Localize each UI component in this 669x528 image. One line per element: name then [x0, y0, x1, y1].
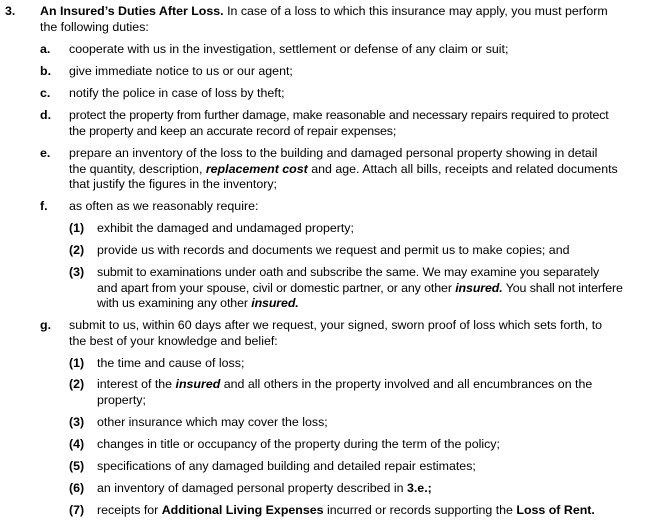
item-g2-line-1-post: and all others in the property involved and all encumbrances on the: [220, 377, 593, 391]
item-f1-label: (1): [69, 221, 85, 235]
item-f3-line-2-pre: and apart from your spouse, civil or domestic partner, or any other: [97, 280, 456, 295]
item-d-line-2: the property and keep an accurate record of repair expenses;: [69, 123, 397, 138]
item-e-line-2-pre: the quantity, description,: [69, 161, 206, 176]
item-f-text: as often as we reasonably require:: [69, 199, 259, 213]
item-d-line-1: protect the property from further damage, make reasonable and necessary repairs required to protect: [69, 108, 609, 122]
item-g-text: [69, 318, 602, 349]
item-g1-text: the time and cause of loss;: [97, 356, 245, 370]
item-g2-label: (2): [69, 377, 85, 391]
item-g4-label: (4): [69, 437, 85, 451]
item-g3-label: (3): [69, 415, 85, 429]
section-intro-line-1: In case of a loss to which this insurance may apply, you must perform: [227, 4, 608, 18]
item-f3-text: [97, 265, 623, 312]
item-g5-text: specifications of any damaged building and detailed repair estimates;: [97, 459, 476, 473]
item-g7-text: [97, 503, 595, 519]
item-b-text: give immediate notice to us or our agent;: [69, 64, 293, 78]
item-g4-text: changes in title or occupancy of the property during the term of the policy;: [97, 437, 500, 451]
term-additional-living-expenses: Additional Living Expenses: [161, 503, 324, 517]
term-insured: insured.: [455, 280, 503, 295]
section-title: An Insured’s Duties After Loss.: [40, 4, 224, 18]
item-e-line-2-post: and age. Attach all bills, receipts and related documents: [307, 161, 618, 176]
item-g2-text: [97, 377, 592, 408]
item-f3-line-3-pre: with us examining any other: [97, 296, 252, 310]
item-e-line-1: prepare an inventory of the loss to the building and damaged personal property showing in detail: [69, 146, 598, 160]
item-f3-line-1: submit to examinations under oath and subscribe the same. We may examine you separately: [97, 265, 600, 279]
item-c-label: c.: [40, 86, 51, 100]
section-intro: [40, 4, 608, 35]
item-c-text: notify the police in case of loss by theft;: [69, 86, 285, 100]
term-loss-of-rent: Loss of Rent.: [516, 503, 595, 517]
term-insured: insured.: [251, 296, 299, 310]
item-d-label: d.: [40, 108, 52, 122]
item-b-label: b.: [40, 64, 52, 78]
section-number: 3.: [5, 4, 16, 18]
item-a-text: cooperate with us in the investigation, settlement or defense of any claim or suit;: [69, 42, 509, 56]
item-f3-line-2-post: You shall not interfere: [502, 280, 623, 295]
ref-3e: 3.e.;: [406, 481, 432, 495]
item-g7-label: (7): [69, 503, 85, 517]
item-g3-text: other insurance which may cover the loss;: [97, 415, 328, 429]
item-f2-label: (2): [69, 243, 85, 257]
item-g2-line-2: property;: [97, 392, 146, 407]
item-g-line-1: submit to us, within 60 days after we request, your signed, sworn proof of loss which sets forth, to: [69, 318, 603, 332]
term-insured: insured: [175, 377, 221, 391]
item-g6-text-pre: an inventory of damaged personal property described in: [97, 481, 407, 495]
item-g2-line-1-pre: interest of the: [97, 377, 176, 391]
item-f-label: f.: [40, 199, 48, 213]
item-f2-text: provide us with records and documents we request and permit us to make copies; and: [97, 243, 570, 257]
item-g5-label: (5): [69, 459, 85, 473]
item-g-line-2: the best of your knowledge and belief:: [69, 333, 278, 348]
item-d-text: [69, 108, 609, 139]
item-e-text: [69, 146, 618, 193]
item-f1-text: exhibit the damaged and undamaged property;: [97, 221, 354, 235]
item-g6-label: (6): [69, 481, 85, 495]
item-g7-text-mid: incurred or records supporting the: [323, 503, 517, 517]
term-replacement-cost: replacement cost: [205, 161, 308, 176]
item-a-label: a.: [40, 42, 51, 56]
section-intro-line-2: the following duties:: [40, 19, 149, 34]
item-g-label: g.: [40, 318, 52, 332]
item-e-label: e.: [40, 146, 51, 160]
item-f3-label: (3): [69, 265, 85, 279]
item-e-line-3: that justify the figures in the inventory;: [69, 177, 277, 191]
item-g7-text-pre: receipts for: [97, 503, 162, 517]
item-g1-label: (1): [69, 356, 85, 370]
item-g6-text: [97, 481, 432, 497]
